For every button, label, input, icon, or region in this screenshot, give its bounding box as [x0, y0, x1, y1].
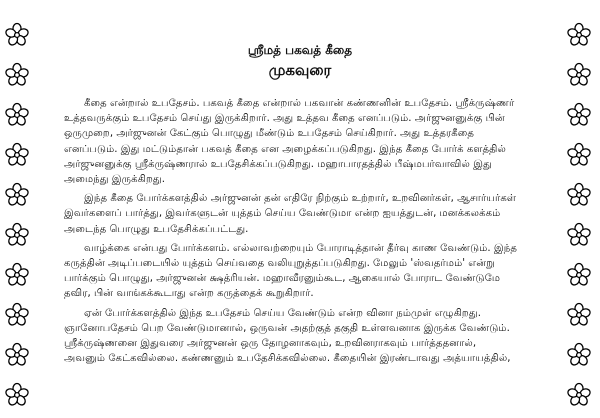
text-line: எனப்படும். இது மட்டும்தான் பகவத் கீதை என அழைக்கப்படுகிறது. இந்த கீதை போர்க் களத்தில்: [64, 143, 506, 155]
text-line: வாழ்க்கை என்பது போர்க்களம். எல்லாவற்றையும் போராடித்தான் தீர்வு காண வேண்டும். இந்த: [84, 242, 517, 254]
flower-icon: [566, 342, 592, 368]
flower-icon: [4, 182, 30, 208]
flower-icon: [4, 262, 30, 288]
flower-icon: [4, 342, 30, 368]
flower-icon: [566, 142, 592, 168]
flower-icon: [566, 22, 592, 48]
right-flower-border: [566, 0, 596, 418]
left-flower-border: [4, 0, 34, 418]
text-line: ஞானோபதேசம் பெற வேண்டுமானால், ஒருவன் அதற்குத் தகுதி உள்ளவனாக இருக்க வேண்டும்.: [64, 322, 510, 334]
section-heading: முகவுரை: [268, 61, 332, 79]
flower-icon: [4, 382, 30, 408]
text-line: ஸ்ரீக்ருஷ்ணனை இதுவரை அர்ஜுனன் ஒரு தோழனாகவும், உறவினராகவும் பார்த்ததனால்,: [64, 338, 477, 350]
flower-icon: [566, 222, 592, 248]
text-line: கருத்தின் அடிப்படையில் யுத்தம் செய்வதை வலியுறுத்தப்படுகிறது. மேலும் 'ஸ்வதர்மம்' என்று: [64, 258, 495, 270]
text-line: கீதை என்றால் உபதேசம். பகவத் கீதை என்றால் பகவான் கண்ணனின் உபதேசம். ஸ்ரீக்ருஷ்ணர்: [84, 98, 515, 109]
flower-icon: [4, 302, 30, 328]
paragraph: [64, 306, 536, 367]
flower-icon: [566, 62, 592, 88]
text-line: அவனும் கேட்கவில்லை. கண்ணனும் உபதேசிக்கவில்லை. கீதையின் இரண்டாவது அத்யாயத்தில்,: [64, 353, 511, 365]
text-line: அர்ஜுனனுக்கு ஸ்ரீக்ருஷ்ணரால் உபதேசிக்கப்படுகிறது. மஹாபாரதத்தில் பீஷ்மபர்வாவில் இது: [64, 158, 492, 170]
flower-icon: [4, 102, 30, 128]
paragraph: [64, 241, 536, 302]
text-line: இவர்களைப் பார்த்து, இவர்களுடன் யுத்தம் செய்ய வேண்டுமா என்ற ஐயத்துடன், மனக்கலக்கம்: [64, 208, 501, 220]
text-line: ஒருமுறை, அர்ஜுனன் கேட்கும் பொழுது மீண்டும் உபதேசம் செய்கிறார். அது உத்தரகீதை: [64, 128, 475, 140]
text-line: பார்க்கும் பொழுது, அர்ஜுனன் க்ஷத்ரியன். மஹாவீரனும்கூட, ஆகையால் போராட வேண்டுமே: [64, 273, 501, 285]
flower-icon: [566, 302, 592, 328]
page-content: [64, 42, 536, 370]
text-line: அமைந்து இருக்கிறது.: [64, 174, 165, 186]
flower-icon: [566, 182, 592, 208]
flower-icon: [566, 262, 592, 288]
text-line: தவிர, பின் வாங்கக்கூடாது என்ற கருத்தைக் கூறுகிறார்.: [64, 288, 314, 300]
text-line: உத்தவருக்கும் உபதேசம் செய்து இருக்கிறார். அது உத்தவ கீதை எனப்படும். அர்ஜுனனுக்கு பின்: [64, 113, 505, 125]
flower-icon: [4, 22, 30, 48]
body-text: [64, 96, 536, 366]
flower-icon: [566, 102, 592, 128]
text-line: ஏன் போர்க்களத்தில் இந்த உபதேசம் செய்ய வேண்டும் என்ற வினா நம்முள் எழுகிறது.: [84, 307, 481, 319]
text-line: அடைந்த பொழுது உபதேசிக்கப்பட்டது.: [64, 223, 249, 235]
paragraph: [64, 191, 536, 237]
flower-icon: [4, 62, 30, 88]
book-title: ஸ்ரீமத் பகவத் கீதை: [247, 43, 353, 57]
flower-icon: [566, 382, 592, 408]
flower-icon: [4, 142, 30, 168]
text-line: இந்த கீதை போர்க்களத்தில் அர்ஜுனன் தன் எதிரே நிற்கும் உற்றார், உறவினர்கள், ஆசார்யர்கள்: [84, 193, 517, 205]
paragraph: [64, 96, 536, 187]
flower-icon: [4, 222, 30, 248]
